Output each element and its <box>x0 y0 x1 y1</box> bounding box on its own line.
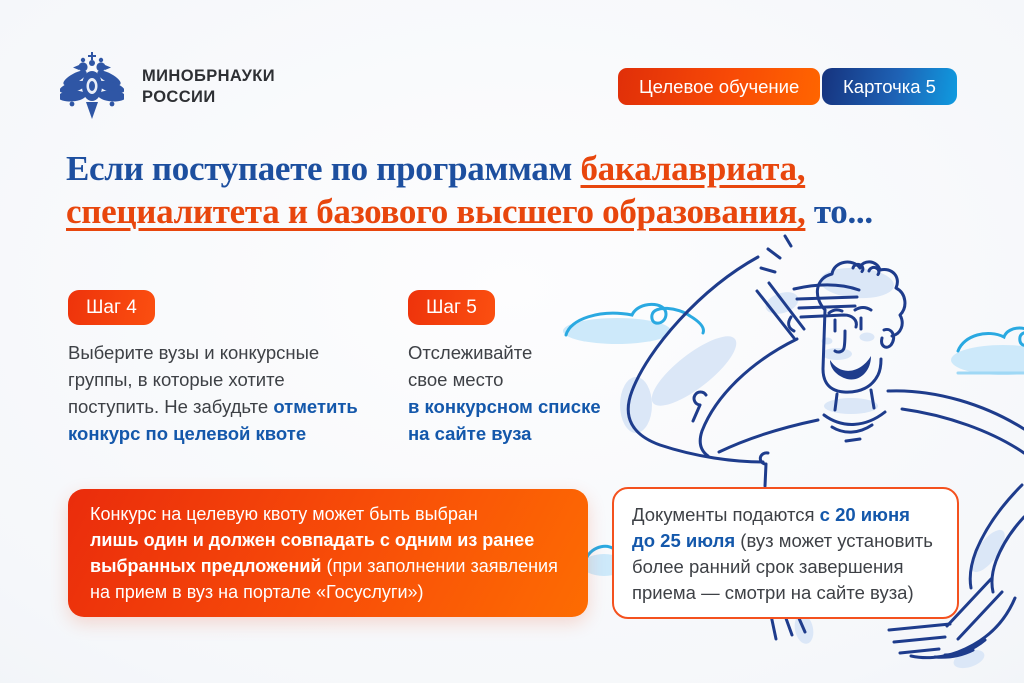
step-5-badge: Шаг 5 <box>408 290 495 325</box>
warning-line-3: выбранных предложений (при заполнении заявления <box>90 556 558 576</box>
step-5-line-2: свое место <box>408 369 504 390</box>
ministry-logo-text <box>142 66 275 108</box>
warning-line-1: Конкурс на целевую квоту может быть выбран <box>90 504 478 524</box>
deadline-line-2: до 25 июля (вуз может установить <box>632 530 933 551</box>
step-5-line-3: в конкурсном списке <box>408 396 601 417</box>
step-4-text <box>68 339 358 447</box>
logo-line2: РОССИИ <box>142 88 216 106</box>
title-line-2 <box>66 190 1016 233</box>
step-5-line-4: на сайте вуза <box>408 423 532 444</box>
warning-line-4: на прием в вуз на портале «Госуслуги») <box>90 582 424 602</box>
step-5-line-1: Отслеживайте <box>408 342 533 363</box>
title-blue-text: то... <box>805 192 873 231</box>
deadline-line-4: приема — смотри на сайте вуза) <box>632 582 914 603</box>
title-orange-underlined-text: бакалавриата, <box>580 149 806 188</box>
step-5-text <box>408 339 601 447</box>
title-orange-underlined-text: специалитета и базового высшего образования, <box>66 192 806 231</box>
step-4-line-3: поступить. Не забудьте отметить <box>68 396 358 417</box>
step-4-line-2: группы, в которые хотите <box>68 369 285 390</box>
step-4-line-1: Выберите вузы и конкурсные <box>68 342 320 363</box>
page-title <box>66 147 1016 233</box>
quota-warning-box <box>68 489 588 617</box>
documents-deadline-box <box>612 487 959 619</box>
step-4-badge: Шаг 4 <box>68 290 155 325</box>
deadline-line-1: Документы подаются с 20 июня <box>632 504 910 525</box>
topic-badge: Целевое обучение <box>618 68 820 105</box>
eagle-emblem-icon <box>60 50 124 122</box>
title-blue-text: Если поступаете по программам <box>66 149 581 188</box>
title-line-1 <box>66 147 1016 190</box>
deadline-line-3: более ранний срок завершения <box>632 556 904 577</box>
logo-line1: МИНОБРНАУКИ <box>142 67 276 85</box>
warning-line-2: лишь один и должен совпадать с одним из ранее <box>90 530 535 550</box>
step-4-line-4: конкурс по целевой квоте <box>68 423 307 444</box>
card-number-badge: Карточка 5 <box>822 68 957 105</box>
